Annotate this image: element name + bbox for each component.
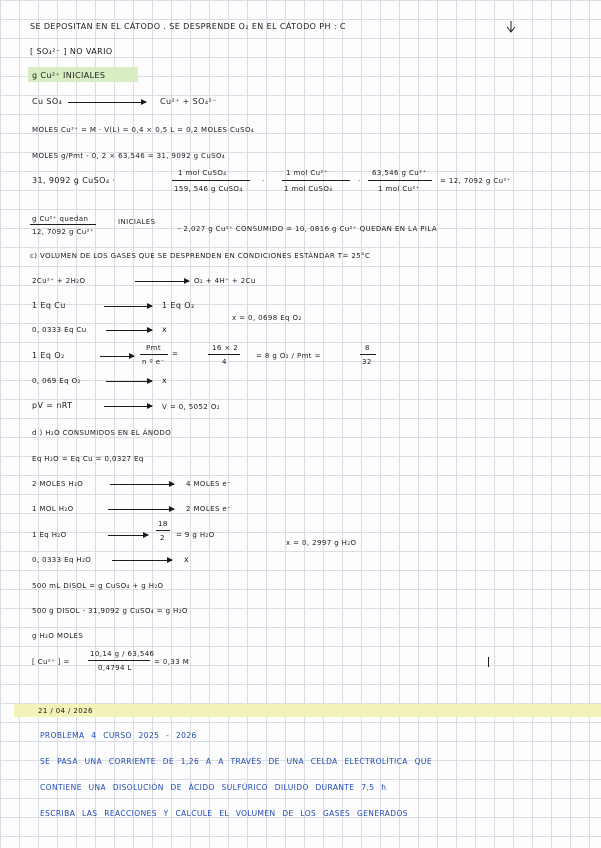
problem-text: SE PASA UNA CORRIENTE DE 1,26 A A TRAVÉS DE UNA CELDA ELECTROLÍTICA QUE	[40, 757, 432, 766]
note-line: c) VOLUMEN DE LOS GASES QUE SE DESPRENDEN EN CONDICIONES ESTÁNDAR T= 25°C	[30, 252, 371, 260]
reaction-arrow	[135, 281, 189, 282]
note-line: MOLES Cu²⁺ = M · V(L) = 0,4 × 0,5 L = 0,2 MOLES CuSO₄	[32, 126, 255, 134]
problem-title: PROBLEMA 4 CURSO 2025 - 2026	[40, 731, 197, 740]
reaction-arrow	[108, 535, 148, 536]
stray-mark	[488, 657, 489, 667]
note-line: 2 MOLES e⁻	[186, 505, 232, 513]
reaction-arrow	[104, 306, 152, 307]
note-line: pV = nRT	[32, 401, 73, 410]
note-line: 31, 9092 g CuSO₄ ·	[32, 176, 116, 185]
note-line: = 9 g H₂O	[176, 531, 215, 539]
note-line: SE DEPOSITAN EN EL CÁTODO . SE DESPRENDE O₂ EN EL CÁTODO PH : C	[30, 22, 346, 31]
note-line: g H₂O MOLES	[32, 632, 84, 640]
fraction-denominator: n º e⁻	[142, 358, 165, 366]
fraction-numerator: 1 mol CuSO₄	[178, 169, 227, 177]
note-line: x	[162, 325, 168, 334]
fraction-numerator: 1 mol Cu²⁺	[286, 169, 328, 177]
note-line: O₂ + 4H⁺ + 2Cu	[194, 277, 256, 285]
note-line: = 0,33 M	[154, 658, 190, 666]
note-line: 2Cu²⁺ + 2H₂O	[32, 277, 86, 285]
note-line: Cu SO₄	[32, 97, 63, 106]
fraction-denominator: 32	[362, 358, 372, 366]
note-line: - 2,027 g Cu²⁺ CONSUMIDO = 10, 0816 g Cu²⁺ QUEDAN EN LA PILA	[178, 225, 438, 233]
note-line: g Cu²⁺ INICIALES	[32, 71, 106, 80]
fraction-denominator: 0,4794 L	[98, 664, 132, 672]
fraction-numerator: g Cu²⁺ quedan	[32, 215, 89, 223]
note-line: x	[162, 376, 168, 385]
reaction-arrow	[100, 356, 134, 357]
fraction-numerator: Pmt	[146, 344, 161, 352]
fraction-numerator: 16 × 2	[212, 344, 239, 352]
note-line: = 12, 7092 g Cu²⁺	[440, 177, 511, 185]
note-line: d ) H₂O CONSUMIDOS EN EL ÁNODO	[32, 429, 172, 437]
note-line: 0, 069 Eq O₂	[32, 377, 81, 385]
note-line: 0, 0333 Eq Cu	[32, 326, 87, 334]
note-line: Cu²⁺ + SO₄²⁻	[160, 97, 217, 106]
note-line: 4 MOLES e⁻	[186, 480, 232, 488]
note-line: = 8 g O₂ / Pmt =	[256, 352, 321, 360]
fraction-denominator: 4	[222, 358, 227, 366]
entry-date: 21 / 04 / 2026	[38, 707, 93, 715]
reaction-arrow	[68, 102, 146, 103]
fraction-numerator: 8	[365, 344, 370, 352]
note-line: x	[184, 555, 190, 564]
note-line: 1 Eq O₂	[162, 301, 195, 310]
reaction-arrow	[110, 484, 174, 485]
note-line: x = 0, 2997 g H₂O	[286, 539, 357, 547]
reaction-arrow	[108, 509, 174, 510]
fraction-denominator: 1 mol Cu²⁺	[378, 185, 420, 193]
note-line: [ Cu²⁺ ] =	[32, 658, 70, 666]
reaction-arrow	[106, 381, 152, 382]
note-line: 1 Eq H₂O	[32, 531, 67, 539]
note-line: 0, 0333 Eq H₂O	[32, 556, 92, 564]
note-line: 500 g DISOL - 31,9092 g CuSO₄ = g H₂O	[32, 607, 188, 615]
fraction-denominator: 2	[160, 534, 165, 542]
note-line: V = 0, 5052 O₂	[162, 403, 220, 411]
note-line: 2 MOLES H₂O	[32, 480, 84, 488]
reaction-arrow	[104, 406, 152, 407]
notebook-page: SE DEPOSITAN EN EL CÁTODO . SE DESPRENDE O₂ EN EL CÁTODO PH : C [ SO₄²⁻ ] NO VARIO g Cu²⁺ INICIALES Cu SO₄ Cu²⁺ + SO₄²⁻ MOLES Cu²⁺ = M · V(L) = 0,4 × 0,5 L = 0,2 MOLES CuSO₄ MOLES g/Pmt - 0, 2 × 63,546 = 31, 9092 g CuSO₄ 31, 9092 g CuSO₄ · 1 mol CuSO₄ 159, 546 g CuSO₄ · 1 mol Cu²⁺ 1 mol CuSO₄ · 63,546 g Cu²⁺ 1 mol Cu²⁺ = 12, 7092 g Cu²⁺ g Cu²⁺ quedan 12, 7092 g Cu²⁺ INICIALES - 2,027 g Cu²⁺ CONSUMIDO = 10, 0816 g Cu²⁺ QUEDAN EN LA PILA c) VOLUMEN DE LOS GASES QUE SE DESPRENDEN EN CONDICIONES ESTÁNDAR T= 25°C 2Cu²⁺ + 2H₂O O₂ + 4H⁺ + 2Cu 1 Eq Cu 1 Eq O₂ 0, 0333 Eq Cu x x = 0, 0698 Eq O₂ 1 Eq O₂ Pmt n º e⁻ = 16 × 2 4 = 8 g O₂ / Pmt = 8 32 0, 069 Eq O₂ x pV = nRT V = 0, 5052 O₂ d ) H₂O CONSUMIDOS EN EL ÁNODO Eq H₂O = Eq Cu = 0,0327 Eq 2 MOLES H₂O 4 MOLES e⁻ 1 MOL H₂O 2 MOLES e⁻ 1 Eq H₂O 18 2 = 9 g H₂O 0, 0333 Eq H₂O x x = 0, 2997 g H₂O 500 mL DISOL = g CuSO₄ + g H₂O 500 g DISOL - 31,9092 g CuSO₄ = g H₂O g H₂O MOLES [ Cu²⁺ ] = 10,14 g / 63,546 0,4794 L = 0,33 M 21 / 04 / 2026 PROBLEMA 4 CURSO 2025 - 2026 SE PASA UNA CORRIENTE DE 1,26 A A TRAVÉS DE UNA CELDA ELECTROLÍTICA QUE CONTIENE UNA DISOLUCIÓN DE ÁCIDO SULFÚRICO DILUIDO DURANTE 7,5 h ESCRIBA LAS REACCIONES Y CALCULE EL VOLUMEN DE LOS GASES GENERADOS	[0, 0, 601, 848]
fraction-numerator: 10,14 g / 63,546	[90, 650, 155, 658]
note-line: INICIALES	[118, 218, 156, 226]
note-line: 1 MOL H₂O	[32, 505, 74, 513]
note-line: 500 mL DISOL = g CuSO₄ + g H₂O	[32, 582, 164, 590]
down-arrow-with-bar-icon	[506, 21, 516, 33]
fraction-denominator: 159, 546 g CuSO₄	[174, 185, 243, 193]
note-line: x = 0, 0698 Eq O₂	[232, 314, 302, 322]
reaction-arrow	[106, 330, 152, 331]
note-line: [ SO₄²⁻ ] NO VARIO	[30, 47, 113, 56]
problem-text: ESCRIBA LAS REACCIONES Y CALCULE EL VOLUMEN DE LOS GASES GENERADOS	[40, 809, 408, 818]
note-line: 1 Eq O₂	[32, 351, 65, 360]
note-line: MOLES g/Pmt - 0, 2 × 63,546 = 31, 9092 g CuSO₄	[32, 152, 226, 160]
fraction-numerator: 18	[158, 520, 168, 528]
fraction-numerator: 63,546 g Cu²⁺	[372, 169, 427, 177]
date-highlight	[14, 704, 601, 717]
problem-text: CONTIENE UNA DISOLUCIÓN DE ÁCIDO SULFÚRICO DILUIDO DURANTE 7,5 h	[40, 783, 387, 792]
reaction-arrow	[112, 560, 172, 561]
fraction-denominator: 1 mol CuSO₄	[284, 185, 333, 193]
note-line: Eq H₂O = Eq Cu = 0,0327 Eq	[32, 455, 144, 463]
fraction-denominator: 12, 7092 g Cu²⁺	[32, 228, 94, 236]
note-line: 1 Eq Cu	[32, 301, 66, 310]
